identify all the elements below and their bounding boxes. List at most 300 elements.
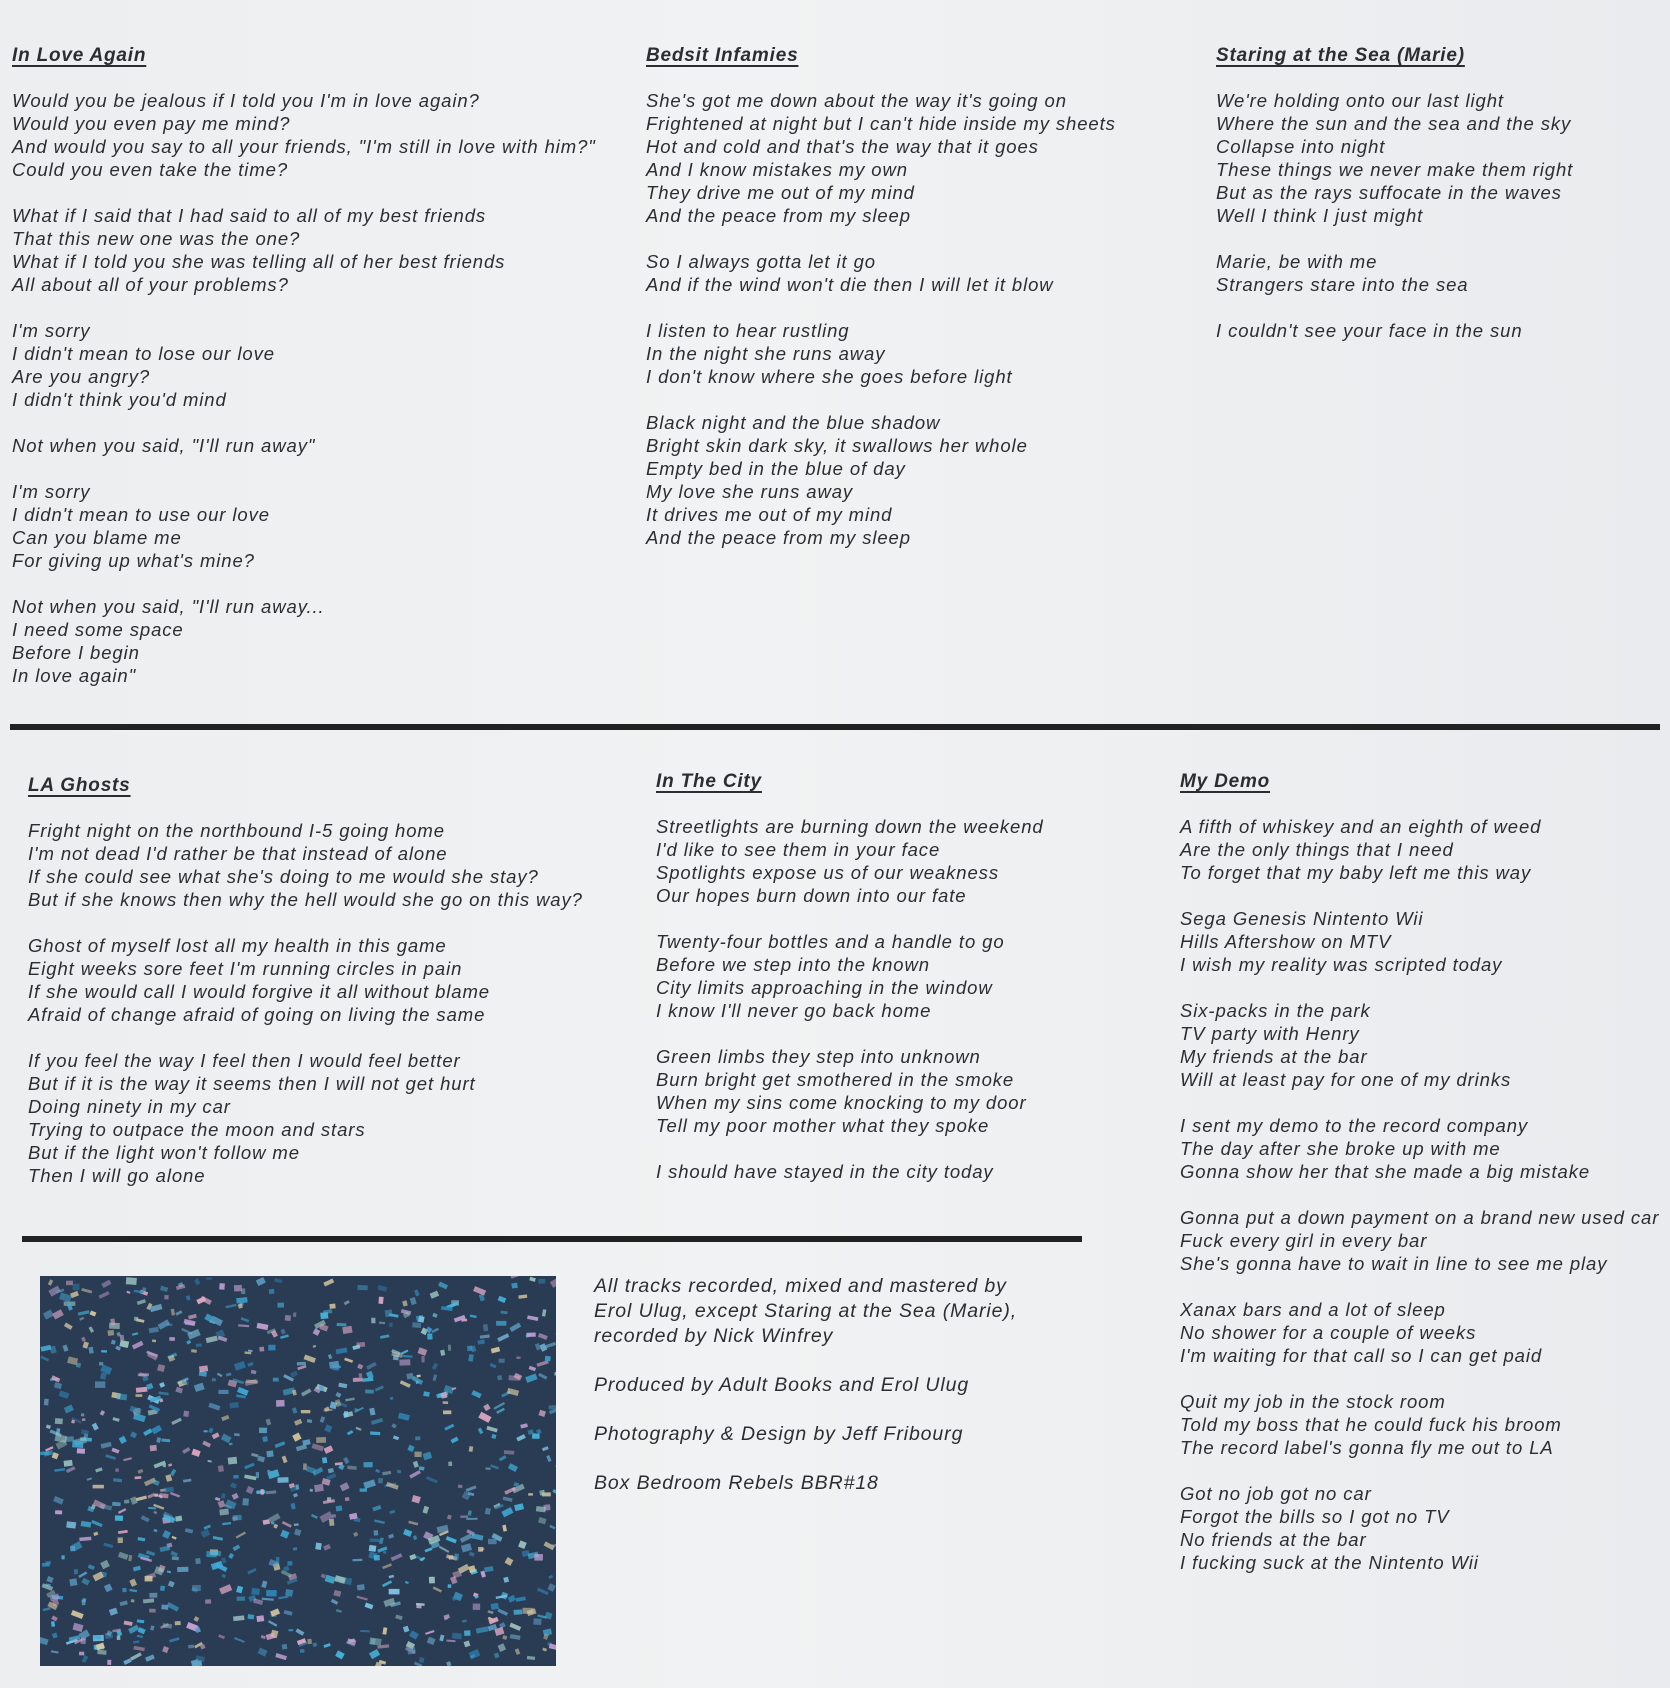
photo-texture — [66, 1281, 73, 1286]
credit-text: Produced by Adult Books and Erol Ulug — [594, 1374, 970, 1396]
lyric-line: When my sins come knocking to my door — [656, 1092, 1027, 1113]
stanza — [1216, 319, 1573, 342]
photo-texture — [369, 1545, 377, 1552]
photo-texture — [148, 1507, 156, 1509]
photo-texture — [277, 1477, 288, 1483]
photo-texture — [478, 1547, 483, 1552]
lyric-line: Not when you said, "I'll run away" — [12, 435, 316, 456]
photo-texture — [135, 1476, 142, 1479]
photo-texture — [66, 1521, 76, 1528]
lyric-line: Eight weeks sore feet I'm running circles in pain — [28, 958, 463, 979]
stanza — [1180, 999, 1659, 1091]
stanza — [1180, 1482, 1659, 1574]
song-title: In Love Again — [12, 45, 147, 66]
photo-texture — [407, 1647, 415, 1654]
photo-texture — [466, 1518, 477, 1520]
photo-texture — [251, 1588, 260, 1595]
photo-texture — [138, 1373, 149, 1376]
lyric-line: I wish my reality was scripted today — [1180, 954, 1503, 975]
lyric-line: City limits approaching in the window — [656, 977, 993, 998]
photo-texture — [315, 1542, 322, 1550]
lyric-line: Before we step into the known — [656, 954, 930, 975]
lyric-line: I should have stayed in the city today — [656, 1161, 994, 1182]
photo-texture — [374, 1530, 379, 1536]
photo-texture — [443, 1410, 451, 1414]
photo-texture — [218, 1465, 224, 1472]
stanza — [1180, 907, 1659, 976]
lyric-line: And the peace from my sleep — [646, 527, 911, 548]
photo-texture — [196, 1343, 202, 1347]
lyric-line: If she could see what she's doing to me would she stay? — [28, 866, 539, 887]
photo-texture — [256, 1615, 264, 1622]
song-staring-at-the-sea — [1216, 46, 1573, 365]
photo-texture — [378, 1478, 383, 1484]
photo-texture — [345, 1497, 350, 1501]
lyric-line: No shower for a couple of weeks — [1180, 1322, 1477, 1343]
photo-texture — [175, 1621, 181, 1625]
photo-texture — [282, 1644, 288, 1650]
photo-texture — [136, 1394, 143, 1397]
lyric-line: Trying to outpace the moon and stars — [28, 1119, 366, 1140]
photo-texture — [99, 1362, 103, 1366]
stanza — [28, 819, 583, 911]
photo-texture — [115, 1515, 123, 1521]
photo-texture — [285, 1315, 291, 1321]
stanza — [28, 934, 583, 1026]
song-title: My Demo — [1180, 771, 1271, 792]
lyric-line: I listen to hear rustling — [646, 320, 850, 341]
stanza — [1216, 89, 1573, 227]
photo-texture — [419, 1466, 425, 1470]
photo-texture — [499, 1359, 505, 1363]
lyric-line: Could you even take the time? — [12, 159, 289, 180]
credit-line — [594, 1422, 1017, 1447]
photo-texture — [370, 1431, 380, 1435]
photo-texture — [177, 1567, 188, 1572]
photo-texture — [307, 1639, 312, 1645]
lyric-line: To forget that my baby left me this way — [1180, 862, 1532, 883]
lyric-line: Will at least pay for one of my drinks — [1180, 1069, 1512, 1090]
lyric-line: I sent my demo to the record company — [1180, 1115, 1529, 1136]
photo-texture — [443, 1401, 448, 1404]
photo-texture — [329, 1519, 335, 1526]
photo-texture — [161, 1604, 168, 1609]
lyric-line: She's got me down about the way it's going on — [646, 90, 1067, 111]
photo-texture — [233, 1515, 242, 1521]
photo-texture — [357, 1285, 367, 1290]
lyric-line: Then I will go alone — [28, 1165, 206, 1186]
photo-texture — [427, 1333, 432, 1339]
lyric-line: But if the light won't follow me — [28, 1142, 300, 1163]
photo-texture — [234, 1433, 240, 1436]
stanza — [656, 1160, 1044, 1183]
lyric-line: What if I told you she was telling all of her best friends — [12, 251, 506, 272]
lyric-line: We're holding onto our last light — [1216, 90, 1504, 111]
photo-texture — [319, 1385, 324, 1391]
photo-texture — [219, 1509, 229, 1516]
photo-texture — [533, 1618, 541, 1625]
lyric-line: Are you angry? — [12, 366, 151, 387]
credit-line — [594, 1373, 1017, 1398]
photo-texture — [538, 1279, 545, 1284]
lyric-line: Strangers stare into the sea — [1216, 274, 1469, 295]
stanza — [12, 480, 596, 572]
photo-texture — [218, 1390, 228, 1394]
photo-texture — [539, 1490, 545, 1496]
song-my-demo — [1180, 772, 1659, 1597]
photo-texture — [534, 1554, 543, 1561]
photo-texture — [322, 1457, 327, 1463]
photo-texture — [467, 1346, 473, 1352]
lyric-line: Green limbs they step into unknown — [656, 1046, 981, 1067]
lyric-line: Our hopes burn down into our fate — [656, 885, 967, 906]
lyric-line: In love again" — [12, 665, 137, 686]
photo-texture — [120, 1335, 125, 1341]
photo-texture — [93, 1485, 104, 1489]
photo-texture — [266, 1590, 277, 1596]
lyric-line: Would you even pay me mind? — [12, 113, 291, 134]
lyric-line: I didn't think you'd mind — [12, 389, 227, 410]
stanza — [646, 89, 1116, 227]
credit-text: All tracks recorded, mixed and mastered by — [594, 1275, 1007, 1297]
photo-texture — [149, 1593, 157, 1598]
lyric-line: I don't know where she goes before light — [646, 366, 1013, 387]
lyric-line: What if I said that I had said to all of my best friends — [12, 205, 487, 226]
lyric-line: Marie, be with me — [1216, 251, 1378, 272]
photo-texture — [242, 1498, 249, 1505]
photo-texture — [497, 1375, 502, 1380]
lyric-line: I need some space — [12, 619, 184, 640]
photo-texture — [374, 1555, 380, 1560]
stanza — [12, 434, 596, 457]
photo-texture — [73, 1284, 80, 1291]
photo-texture — [422, 1356, 425, 1362]
photo-texture — [397, 1470, 401, 1474]
photo-texture — [399, 1359, 410, 1365]
lyric-line: Hot and cold and that's the way that it goes — [646, 136, 1039, 157]
photo-texture — [303, 1463, 307, 1470]
photo-texture — [77, 1448, 85, 1454]
photo-texture — [378, 1297, 383, 1304]
photo-texture — [228, 1457, 238, 1465]
photo-texture — [293, 1312, 297, 1317]
photo-texture — [452, 1633, 462, 1640]
lyric-line: I'm not dead I'd rather be that instead of alone — [28, 843, 448, 864]
lyric-line: In the night she runs away — [646, 343, 886, 364]
photo-texture — [276, 1400, 285, 1407]
lyric-line: Collapse into night — [1216, 136, 1386, 157]
photo-texture — [205, 1599, 211, 1604]
lyric-line: Doing ninety in my car — [28, 1096, 231, 1117]
lyric-line: I'm sorry — [12, 320, 91, 341]
photo-texture — [423, 1391, 430, 1396]
photo-texture — [118, 1537, 123, 1543]
photo-texture — [259, 1347, 264, 1352]
lyric-line: But if it is the way it seems then I will not get hurt — [28, 1073, 476, 1094]
photo-texture — [448, 1462, 452, 1467]
credit-text: Photography & Design by Jeff Fribourg — [594, 1423, 964, 1445]
photo-texture — [329, 1304, 335, 1309]
photo-texture — [122, 1588, 126, 1592]
photo-texture — [360, 1630, 370, 1632]
lyric-line: I'm sorry — [12, 481, 91, 502]
section-divider — [10, 724, 1660, 730]
photo-texture — [55, 1510, 62, 1514]
photo-texture — [116, 1393, 127, 1400]
photo-texture — [188, 1645, 194, 1649]
lyric-line: Gonna put a down payment on a brand new used car — [1180, 1207, 1660, 1228]
photo-texture — [353, 1377, 363, 1382]
photo-texture — [316, 1437, 326, 1443]
photo-texture — [514, 1609, 523, 1615]
photo-texture — [256, 1472, 259, 1478]
lyric-line: I didn't mean to lose our love — [12, 343, 275, 364]
credit-text: Erol Ulug, except Staring at the Sea (Marie), — [594, 1300, 1018, 1322]
lyric-line: Fuck every girl in every bar — [1180, 1230, 1428, 1251]
song-title: LA Ghosts — [28, 775, 131, 796]
photo-texture — [496, 1321, 506, 1326]
photo-texture — [485, 1508, 491, 1515]
photo-texture — [300, 1649, 304, 1653]
lyric-line: Spotlights expose us of our weakness — [656, 862, 999, 883]
photo-texture — [287, 1561, 292, 1565]
photo-texture — [204, 1430, 208, 1432]
photo-texture — [46, 1561, 51, 1565]
photo-texture — [234, 1285, 242, 1292]
stanza — [28, 1049, 583, 1187]
photo-texture — [364, 1462, 373, 1467]
lyric-line: Afraid of change afraid of going on living the same — [28, 1004, 486, 1025]
photo-texture — [356, 1342, 365, 1347]
photo-texture — [488, 1539, 497, 1544]
photo-texture — [101, 1350, 107, 1353]
lyric-line: Frightened at night but I can't hide inside my sheets — [646, 113, 1116, 134]
lyric-line: They drive me out of my mind — [646, 182, 915, 203]
stanza — [1180, 1114, 1659, 1183]
lyric-line: But as the rays suffocate in the waves — [1216, 182, 1562, 203]
lyric-line: Six-packs in the park — [1180, 1000, 1371, 1021]
photo-texture — [301, 1410, 310, 1413]
photo-texture — [504, 1450, 515, 1455]
photo-texture — [418, 1316, 425, 1323]
song-title: In The City — [656, 771, 762, 792]
stanza — [12, 89, 596, 181]
photo-texture — [44, 1399, 49, 1406]
photo-texture — [107, 1660, 111, 1665]
photo-texture — [464, 1630, 470, 1636]
photo-texture — [145, 1576, 153, 1582]
credit-line — [594, 1471, 1017, 1496]
lyric-line: Can you blame me — [12, 527, 182, 548]
credit-text: recorded by Nick Winfrey — [594, 1325, 834, 1347]
lyric-line: Black night and the blue shadow — [646, 412, 941, 433]
lyric-line: A fifth of whiskey and an eighth of weed — [1180, 816, 1542, 837]
photo-texture — [293, 1547, 298, 1550]
photo-texture — [491, 1603, 499, 1610]
lyric-line: TV party with Henry — [1180, 1023, 1360, 1044]
lyric-line: My friends at the bar — [1180, 1046, 1368, 1067]
photo-texture — [159, 1493, 168, 1498]
photo-texture — [307, 1419, 312, 1423]
photo-texture — [150, 1445, 157, 1451]
photo-texture — [259, 1428, 267, 1434]
album-credits — [594, 1274, 1017, 1520]
photo-texture — [269, 1289, 275, 1294]
photo-texture — [233, 1475, 239, 1479]
lyric-line: Burn bright get smothered in the smoke — [656, 1069, 1015, 1090]
stanza — [656, 930, 1044, 1022]
photo-texture — [74, 1569, 78, 1574]
lyric-line: Hills Aftershow on MTV — [1180, 931, 1392, 952]
photo-texture — [295, 1484, 298, 1489]
song-in-the-city — [656, 772, 1044, 1206]
photo-texture — [344, 1411, 348, 1417]
photo-texture — [134, 1317, 138, 1321]
photo-texture — [448, 1584, 452, 1587]
credit-line — [594, 1274, 1017, 1349]
lyric-line: Ghost of myself lost all my health in this game — [28, 935, 447, 956]
photo-texture — [219, 1283, 225, 1290]
lyric-line: Empty bed in the blue of day — [646, 458, 906, 479]
song-in-love-again — [12, 46, 596, 710]
photo-texture — [371, 1318, 375, 1324]
lyric-line: The day after she broke up with me — [1180, 1138, 1501, 1159]
photo-texture — [360, 1488, 367, 1491]
photo-texture — [526, 1333, 535, 1337]
lyric-line: Fright night on the northbound I-5 going home — [28, 820, 445, 841]
stanza — [646, 319, 1116, 388]
lyric-line: And would you say to all your friends, "I'm still in love with him?" — [12, 136, 596, 157]
photo-texture — [72, 1440, 83, 1448]
photo-texture — [195, 1558, 200, 1564]
song-title: Bedsit Infamies — [646, 45, 799, 66]
photo-texture — [81, 1413, 85, 1416]
photo-texture — [126, 1277, 137, 1285]
photo-texture — [273, 1378, 279, 1382]
photo-texture — [115, 1468, 119, 1472]
lyric-line: Forgot the bills so I got no TV — [1180, 1506, 1450, 1527]
photo-texture — [199, 1365, 208, 1372]
lyric-line: And the peace from my sleep — [646, 205, 911, 226]
stanza — [12, 319, 596, 411]
photo-texture — [248, 1350, 252, 1352]
photo-texture — [412, 1322, 421, 1328]
photo-texture — [370, 1538, 381, 1542]
lyric-line: I didn't mean to use our love — [12, 504, 270, 525]
photo-texture — [352, 1559, 362, 1562]
lyric-line: My love she runs away — [646, 481, 854, 502]
photo-texture — [448, 1345, 451, 1351]
photo-texture — [149, 1609, 156, 1613]
lyric-line: I couldn't see your face in the sun — [1216, 320, 1523, 341]
photo-texture — [385, 1309, 393, 1317]
photo-texture — [261, 1489, 264, 1495]
lyric-line: No friends at the bar — [1180, 1529, 1367, 1550]
cover-photo-image — [40, 1276, 556, 1666]
photo-texture — [69, 1578, 77, 1586]
photo-texture — [95, 1381, 105, 1388]
lyric-line: Bright skin dark sky, it swallows her whole — [646, 435, 1028, 456]
photo-texture — [172, 1556, 179, 1560]
photo-texture — [532, 1433, 540, 1438]
photo-texture — [247, 1614, 254, 1620]
lyric-line: I'm waiting for that call so I can get paid — [1180, 1345, 1543, 1366]
photo-texture — [294, 1523, 299, 1526]
photo-texture — [485, 1467, 490, 1469]
lyric-line: Twenty-four bottles and a handle to go — [656, 931, 1005, 952]
photo-texture — [94, 1636, 101, 1639]
photo-texture — [206, 1277, 212, 1279]
photo-texture — [79, 1652, 84, 1656]
photo-texture — [357, 1584, 365, 1590]
photo-texture — [61, 1555, 64, 1559]
stanza — [1180, 1206, 1659, 1275]
song-bedsit-infamies — [646, 46, 1116, 572]
lyric-line: I fucking suck at the Nintento Wii — [1180, 1552, 1479, 1573]
credits-divider — [22, 1236, 1082, 1242]
lyric-line: Would you be jealous if I told you I'm in love again? — [12, 90, 480, 111]
stanza — [646, 411, 1116, 549]
photo-texture — [297, 1362, 306, 1366]
photo-texture — [289, 1629, 294, 1631]
photo-texture — [164, 1295, 168, 1299]
lyric-line: And if the wind won't die then I will let it blow — [646, 274, 1054, 295]
photo-texture — [415, 1452, 422, 1457]
photo-texture — [314, 1484, 324, 1492]
lyric-line: Told my boss that he could fuck his broom — [1180, 1414, 1562, 1435]
stanza — [1180, 815, 1659, 884]
photo-texture — [285, 1589, 293, 1597]
photo-texture — [152, 1340, 156, 1343]
photo-texture — [528, 1493, 533, 1495]
photo-texture — [511, 1283, 517, 1289]
photo-texture — [112, 1502, 121, 1506]
lyric-line: Not when you said, "I'll run away... — [12, 596, 325, 617]
lyric-line: I know I'll never go back home — [656, 1000, 932, 1021]
lyric-line: Before I begin — [12, 642, 140, 663]
lyric-line: For giving up what's mine? — [12, 550, 255, 571]
lyric-line: All about all of your problems? — [12, 274, 289, 295]
photo-texture — [429, 1577, 435, 1584]
lyric-line: Well I think I just might — [1216, 205, 1424, 226]
photo-texture — [81, 1599, 85, 1605]
photo-texture — [107, 1330, 114, 1336]
photo-texture — [389, 1322, 393, 1326]
lyric-line: It drives me out of my mind — [646, 504, 893, 525]
photo-texture — [415, 1436, 420, 1440]
photo-texture — [337, 1323, 347, 1327]
photo-texture — [124, 1500, 129, 1504]
lyric-line: If she would call I would forgive it all without blame — [28, 981, 490, 1002]
lyric-line: Tell my poor mother what they spoke — [656, 1115, 990, 1136]
stanza — [12, 595, 596, 687]
photo-texture — [266, 1450, 273, 1457]
photo-texture — [169, 1337, 175, 1341]
photo-texture — [55, 1418, 63, 1424]
stanza — [12, 204, 596, 296]
photo-texture — [320, 1312, 328, 1319]
stanza — [656, 815, 1044, 907]
lyric-line: These things we never make them right — [1216, 159, 1574, 180]
photo-texture — [183, 1411, 189, 1417]
credit-text: Box Bedroom Rebels BBR#18 — [594, 1472, 879, 1494]
photo-texture — [63, 1460, 72, 1467]
photo-texture — [365, 1389, 374, 1393]
photo-texture — [160, 1586, 165, 1591]
lyric-line: She's gonna have to wait in line to see me play — [1180, 1253, 1608, 1274]
lyric-line: If you feel the way I feel then I would feel better — [28, 1050, 461, 1071]
photo-texture — [229, 1402, 239, 1409]
